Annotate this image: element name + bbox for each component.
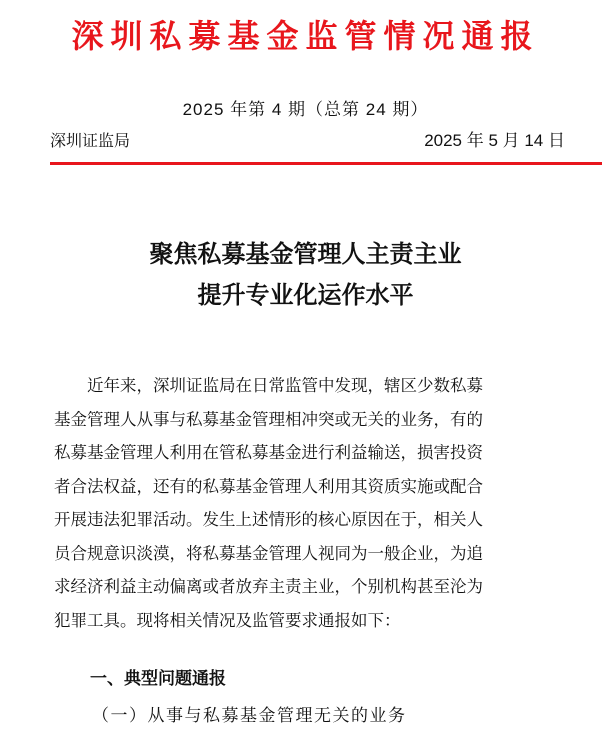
issue-date: 2025 年 5 月 14 日 xyxy=(424,131,565,150)
body-paragraph xyxy=(54,369,574,637)
issuing-authority: 深圳证监局 xyxy=(50,131,131,150)
red-divider-line xyxy=(50,162,602,165)
sub-heading: （一）从事与私募基金管理无关的业务 xyxy=(92,706,407,726)
article-title-line-1: 聚焦私募基金管理人主责主业 xyxy=(149,240,462,268)
masthead-title: 深圳私募基金监管情况通报 xyxy=(71,17,540,55)
issue-number: 2025 年第 4 期（总第 24 期） xyxy=(182,100,429,119)
paragraph-line: 犯罪工具。现将相关情况及监管要求通报如下： xyxy=(54,610,401,630)
article-title-line-2: 提升专业化运作水平 xyxy=(197,281,414,309)
section-heading: 一、典型问题通报 xyxy=(90,669,226,689)
paragraph-line: 近年来，深圳证监局在日常监管中发现，辖区少数私募 xyxy=(87,376,483,395)
paragraph-line: 开展违法犯罪活动。发生上述情形的核心原因在于，相关人 xyxy=(54,510,483,529)
paragraph-line: 私募基金管理人利用在管私募基金进行利益输送，损害投资 xyxy=(54,443,483,462)
paragraph-line: 求经济利益主动偏离或者放弃主责主业，个别机构甚至沦为 xyxy=(54,577,483,596)
paragraph-line: 员合规意识淡漠，将私募基金管理人视同为一般企业，为追 xyxy=(54,543,483,563)
paragraph-line: 者合法权益，还有的私募基金管理人利用其资质实施或配合 xyxy=(54,476,483,496)
paragraph-line: 基金管理人从事与私募基金管理相冲突或无关的业务，有的 xyxy=(54,409,483,429)
